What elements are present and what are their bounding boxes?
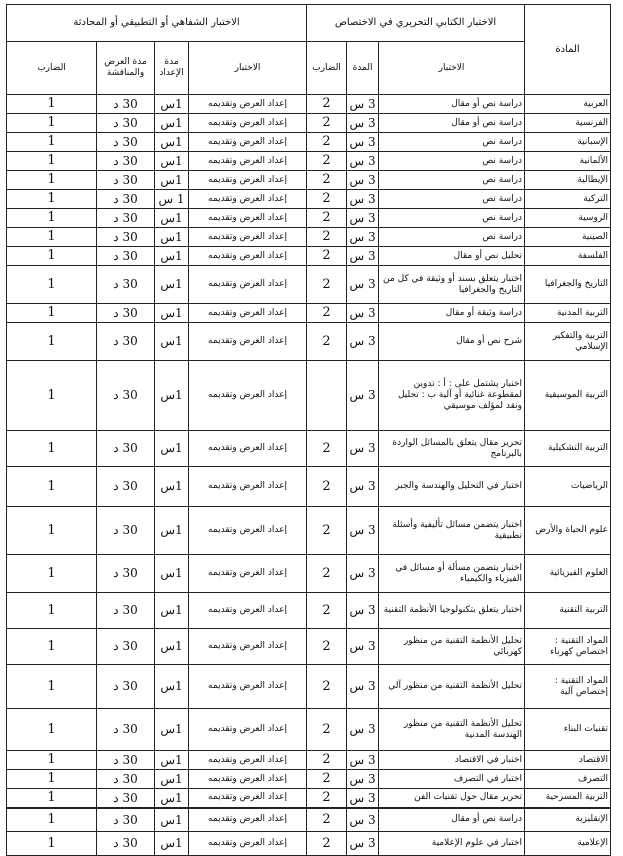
header-written-coef: الضارب xyxy=(307,42,347,95)
subject-cell: التربية التشكيلية xyxy=(525,431,611,467)
written-exam-cell: تحرير مقال حول تقنيات الفن xyxy=(379,789,525,808)
oral-exam-cell: إعداد العرض وتقديمه xyxy=(189,209,307,228)
written-exam-cell: دراسة نص أو مقال xyxy=(379,114,525,133)
oral-exam-cell: إعداد العرض وتقديمه xyxy=(189,832,307,856)
oral-presentation-cell: 30 د xyxy=(97,323,155,361)
oral-coef-cell: 1 xyxy=(7,431,97,467)
written-coef-cell: 2 xyxy=(307,832,347,856)
oral-presentation-cell: 30 د xyxy=(97,770,155,789)
oral-prep-cell: 1س xyxy=(155,507,189,555)
subject-cell: التربية المسرحية xyxy=(525,789,611,808)
written-coef-cell: 2 xyxy=(307,304,347,323)
written-exam-cell: دراسة نص xyxy=(379,190,525,209)
oral-presentation-cell: 30 د xyxy=(97,832,155,856)
table-row xyxy=(7,507,611,555)
table-row xyxy=(7,593,611,629)
written-duration-cell: 3 س xyxy=(347,467,379,507)
written-exam-cell: اختبار في التصرف xyxy=(379,770,525,789)
oral-presentation-cell: 30 د xyxy=(97,665,155,709)
oral-coef-cell: 1 xyxy=(7,751,97,770)
table-row xyxy=(7,629,611,665)
written-duration-cell: 3 س xyxy=(347,209,379,228)
written-exam-cell: اختبار في علوم الإعلامية xyxy=(379,832,525,856)
subject-cell: المواد التقنية : إختصاص آلية xyxy=(525,665,611,709)
oral-prep-cell: 1س xyxy=(155,770,189,789)
written-coef-cell: 2 xyxy=(307,190,347,209)
oral-exam-cell: إعداد العرض وتقديمه xyxy=(189,266,307,304)
oral-exam-cell: إعداد العرض وتقديمه xyxy=(189,507,307,555)
table-row xyxy=(7,133,611,152)
oral-presentation-cell: 30 د xyxy=(97,209,155,228)
table-row xyxy=(7,808,611,832)
subject-cell: الإنقليزية xyxy=(525,808,611,832)
oral-coef-cell: 1 xyxy=(7,266,97,304)
oral-coef-cell: 1 xyxy=(7,665,97,709)
oral-coef-cell: 1 xyxy=(7,467,97,507)
oral-prep-cell: 1س xyxy=(155,95,189,114)
written-duration-cell: 3 س xyxy=(347,709,379,751)
table-row xyxy=(7,190,611,209)
oral-presentation-cell: 30 د xyxy=(97,266,155,304)
oral-coef-cell: 1 xyxy=(7,832,97,856)
written-exam-cell: تحليل الأنظمة التقنية من منظور الهندسة المدنية xyxy=(379,709,525,751)
written-exam-cell: تحليل نص أو مقال xyxy=(379,247,525,266)
oral-presentation-cell: 30 د xyxy=(97,95,155,114)
oral-prep-cell: 1س xyxy=(155,709,189,751)
subject-cell: التركية xyxy=(525,190,611,209)
oral-presentation-cell: 30 د xyxy=(97,751,155,770)
subject-cell: الرياضيات xyxy=(525,467,611,507)
written-coef-cell: 2 xyxy=(307,507,347,555)
oral-exam-cell: إعداد العرض وتقديمه xyxy=(189,247,307,266)
written-duration-cell: 3 س xyxy=(347,789,379,808)
oral-presentation-cell: 30 د xyxy=(97,247,155,266)
table-row xyxy=(7,361,611,431)
written-exam-cell: شرح نص أو مقال xyxy=(379,323,525,361)
oral-exam-cell: إعداد العرض وتقديمه xyxy=(189,629,307,665)
oral-presentation-cell: 30 د xyxy=(97,593,155,629)
oral-exam-cell: إعداد العرض وتقديمه xyxy=(189,770,307,789)
written-duration-cell: 3 س xyxy=(347,133,379,152)
oral-exam-cell: إعداد العرض وتقديمه xyxy=(189,323,307,361)
written-duration-cell: 3 س xyxy=(347,431,379,467)
written-exam-cell: تحليل الأنظمة التقنية من منظور كهربائي xyxy=(379,629,525,665)
oral-presentation-cell: 30 د xyxy=(97,361,155,431)
oral-prep-cell: 1س xyxy=(155,361,189,431)
written-duration-cell: 3 س xyxy=(347,808,379,832)
exam-table-body xyxy=(7,95,611,856)
oral-coef-cell: 1 xyxy=(7,709,97,751)
written-coef-cell: 2 xyxy=(307,770,347,789)
written-duration-cell: 3 س xyxy=(347,95,379,114)
written-exam-cell: اختبار في الاقتصاد xyxy=(379,751,525,770)
table-row xyxy=(7,228,611,247)
written-coef-cell: 2 xyxy=(307,323,347,361)
oral-presentation-cell: 30 د xyxy=(97,629,155,665)
written-duration-cell: 3 س xyxy=(347,832,379,856)
table-row xyxy=(7,555,611,593)
header-written-exam: الاختبار xyxy=(379,42,525,95)
header-oral-prep: مدة الإعداد xyxy=(155,42,189,95)
oral-exam-cell: إعداد العرض وتقديمه xyxy=(189,665,307,709)
oral-exam-cell: إعداد العرض وتقديمه xyxy=(189,709,307,751)
oral-prep-cell: 1س xyxy=(155,832,189,856)
written-exam-cell: دراسة نص xyxy=(379,152,525,171)
oral-coef-cell: 1 xyxy=(7,770,97,789)
oral-exam-cell: إعداد العرض وتقديمه xyxy=(189,431,307,467)
subject-cell: التربية المدنية xyxy=(525,304,611,323)
table-row xyxy=(7,247,611,266)
oral-prep-cell: 1س xyxy=(155,171,189,190)
oral-prep-cell: 1س xyxy=(155,133,189,152)
written-duration-cell: 3 س xyxy=(347,629,379,665)
oral-presentation-cell: 30 د xyxy=(97,467,155,507)
oral-exam-cell: إعداد العرض وتقديمه xyxy=(189,361,307,431)
table-row xyxy=(7,665,611,709)
subject-cell: الإيطالية xyxy=(525,171,611,190)
table-row xyxy=(7,114,611,133)
oral-exam-cell: إعداد العرض وتقديمه xyxy=(189,114,307,133)
oral-exam-cell: إعداد العرض وتقديمه xyxy=(189,171,307,190)
oral-prep-cell: 1س xyxy=(155,555,189,593)
header-subject: المادة xyxy=(525,5,611,95)
oral-exam-cell: إعداد العرض وتقديمه xyxy=(189,789,307,808)
oral-coef-cell: 1 xyxy=(7,247,97,266)
header-oral-exam: الاختبار xyxy=(189,42,307,95)
header-oral-group: الاختبار الشفاهي أو التطبيقي أو المحادثة xyxy=(7,5,307,42)
written-coef-cell: 2 xyxy=(307,629,347,665)
written-coef-cell xyxy=(307,361,347,431)
written-coef-cell: 2 xyxy=(307,665,347,709)
written-duration-cell: 3 س xyxy=(347,361,379,431)
table-row xyxy=(7,152,611,171)
written-duration-cell: 3 س xyxy=(347,190,379,209)
written-exam-cell: دراسة نص أو مقال xyxy=(379,808,525,832)
subject-cell: الإعلامية xyxy=(525,832,611,856)
written-exam-cell: اختبار يتعلق بتكنولوجيا الأنظمة التقنية xyxy=(379,593,525,629)
oral-presentation-cell: 30 د xyxy=(97,133,155,152)
oral-presentation-cell: 30 د xyxy=(97,190,155,209)
header-written-duration: المدة xyxy=(347,42,379,95)
oral-exam-cell: إعداد العرض وتقديمه xyxy=(189,95,307,114)
written-exam-cell: دراسة نص xyxy=(379,171,525,190)
subject-cell: التربية الموسيقية xyxy=(525,361,611,431)
written-coef-cell: 2 xyxy=(307,431,347,467)
oral-coef-cell: 1 xyxy=(7,152,97,171)
oral-prep-cell: 1س xyxy=(155,467,189,507)
written-duration-cell: 3 س xyxy=(347,323,379,361)
written-exam-cell: اختبار يتعلق بسند أو وثيقة في كل من التاريخ والجغرافيا xyxy=(379,266,525,304)
subject-cell: الفرنسية xyxy=(525,114,611,133)
oral-coef-cell: 1 xyxy=(7,808,97,832)
written-duration-cell: 3 س xyxy=(347,770,379,789)
written-duration-cell: 3 س xyxy=(347,507,379,555)
oral-prep-cell: 1س xyxy=(155,228,189,247)
oral-exam-cell: إعداد العرض وتقديمه xyxy=(189,751,307,770)
subject-cell: علوم الحياة والأرض xyxy=(525,507,611,555)
subject-cell: التربية والتفكير الإسلامي xyxy=(525,323,611,361)
header-oral-presentation: مدة العرض والمناقشة xyxy=(97,42,155,95)
oral-exam-cell: إعداد العرض وتقديمه xyxy=(189,808,307,832)
written-exam-cell: دراسة وثيقة أو مقال xyxy=(379,304,525,323)
oral-coef-cell: 1 xyxy=(7,209,97,228)
oral-prep-cell: 1 س xyxy=(155,190,189,209)
subject-cell: تقنيات البناء xyxy=(525,709,611,751)
oral-exam-cell: إعداد العرض وتقديمه xyxy=(189,228,307,247)
oral-prep-cell: 1س xyxy=(155,808,189,832)
oral-exam-cell: إعداد العرض وتقديمه xyxy=(189,467,307,507)
oral-coef-cell: 1 xyxy=(7,629,97,665)
header-oral-coef: الضارب xyxy=(7,42,97,95)
written-exam-cell: اختبار يتضمن مسائل تأليفية وأسئلة تطبيقية xyxy=(379,507,525,555)
written-duration-cell: 3 س xyxy=(347,266,379,304)
table-row xyxy=(7,95,611,114)
written-duration-cell: 3 س xyxy=(347,114,379,133)
oral-prep-cell: 1س xyxy=(155,593,189,629)
oral-coef-cell: 1 xyxy=(7,114,97,133)
table-row xyxy=(7,789,611,808)
written-exam-cell: اختبار يشتمل على : أ : تدوين لمقطوعة غنائية أو آلية ب : تحليل ونقد لمؤلف موسيقي xyxy=(379,361,525,431)
oral-presentation-cell: 30 د xyxy=(97,431,155,467)
written-duration-cell: 3 س xyxy=(347,171,379,190)
oral-presentation-cell: 30 د xyxy=(97,808,155,832)
oral-presentation-cell: 30 د xyxy=(97,709,155,751)
oral-presentation-cell: 30 د xyxy=(97,228,155,247)
written-coef-cell: 2 xyxy=(307,709,347,751)
oral-prep-cell: 1س xyxy=(155,665,189,709)
written-coef-cell: 2 xyxy=(307,152,347,171)
written-exam-cell: دراسة نص xyxy=(379,209,525,228)
table-row xyxy=(7,467,611,507)
oral-presentation-cell: 30 د xyxy=(97,507,155,555)
oral-prep-cell: 1س xyxy=(155,152,189,171)
written-exam-cell: دراسة نص أو مقال xyxy=(379,95,525,114)
table-row xyxy=(7,832,611,856)
written-duration-cell: 3 س xyxy=(347,665,379,709)
table-row xyxy=(7,323,611,361)
oral-coef-cell: 1 xyxy=(7,323,97,361)
header-written-group: الاختبار الكتابي التحريري في الاختصاص xyxy=(307,5,525,42)
written-coef-cell: 2 xyxy=(307,171,347,190)
written-coef-cell: 2 xyxy=(307,133,347,152)
table-row xyxy=(7,770,611,789)
oral-coef-cell: 1 xyxy=(7,593,97,629)
written-coef-cell: 2 xyxy=(307,266,347,304)
oral-presentation-cell: 30 د xyxy=(97,304,155,323)
written-duration-cell: 3 س xyxy=(347,555,379,593)
subject-cell: العربية xyxy=(525,95,611,114)
oral-prep-cell: 1س xyxy=(155,751,189,770)
written-coef-cell: 2 xyxy=(307,247,347,266)
oral-prep-cell: 1س xyxy=(155,304,189,323)
oral-prep-cell: 1س xyxy=(155,789,189,808)
written-coef-cell: 2 xyxy=(307,467,347,507)
written-exam-cell: دراسة نص xyxy=(379,228,525,247)
written-duration-cell: 3 س xyxy=(347,152,379,171)
oral-prep-cell: 1س xyxy=(155,209,189,228)
oral-coef-cell: 1 xyxy=(7,190,97,209)
written-coef-cell: 2 xyxy=(307,228,347,247)
written-coef-cell: 2 xyxy=(307,555,347,593)
oral-exam-cell: إعداد العرض وتقديمه xyxy=(189,133,307,152)
oral-coef-cell: 1 xyxy=(7,361,97,431)
subject-cell: العلوم الفيزيائية xyxy=(525,555,611,593)
oral-coef-cell: 1 xyxy=(7,789,97,808)
oral-coef-cell: 1 xyxy=(7,171,97,190)
written-duration-cell: 3 س xyxy=(347,751,379,770)
table-row xyxy=(7,266,611,304)
written-duration-cell: 3 س xyxy=(347,247,379,266)
oral-coef-cell: 1 xyxy=(7,304,97,323)
oral-coef-cell: 1 xyxy=(7,507,97,555)
written-exam-cell: اختبار في التحليل والهندسة والجبر xyxy=(379,467,525,507)
oral-prep-cell: 1س xyxy=(155,114,189,133)
oral-exam-cell: إعداد العرض وتقديمه xyxy=(189,593,307,629)
table-row xyxy=(7,709,611,751)
written-coef-cell: 2 xyxy=(307,593,347,629)
oral-presentation-cell: 30 د xyxy=(97,789,155,808)
subject-cell: الفلسفة xyxy=(525,247,611,266)
oral-prep-cell: 1س xyxy=(155,629,189,665)
written-coef-cell: 2 xyxy=(307,808,347,832)
oral-exam-cell: إعداد العرض وتقديمه xyxy=(189,190,307,209)
oral-prep-cell: 1س xyxy=(155,266,189,304)
subject-cell: التربية التقنية xyxy=(525,593,611,629)
subject-cell: التصرف xyxy=(525,770,611,789)
written-exam-cell: اختبار يتضمن مسألة أو مسائل في الفيزياء والكيمياء xyxy=(379,555,525,593)
written-exam-cell: دراسة نص xyxy=(379,133,525,152)
subject-cell: المواد التقنية : اختصاص كهرباء xyxy=(525,629,611,665)
subject-cell: الصينية xyxy=(525,228,611,247)
oral-coef-cell: 1 xyxy=(7,95,97,114)
written-coef-cell: 2 xyxy=(307,209,347,228)
oral-exam-cell: إعداد العرض وتقديمه xyxy=(189,555,307,593)
written-coef-cell: 2 xyxy=(307,114,347,133)
subject-cell: الاقتصاد xyxy=(525,751,611,770)
oral-exam-cell: إعداد العرض وتقديمه xyxy=(189,152,307,171)
subject-cell: الإسبانية xyxy=(525,133,611,152)
oral-prep-cell: 1س xyxy=(155,323,189,361)
oral-presentation-cell: 30 د xyxy=(97,171,155,190)
oral-coef-cell: 1 xyxy=(7,133,97,152)
written-duration-cell: 3 س xyxy=(347,304,379,323)
subject-cell: الروسية xyxy=(525,209,611,228)
written-coef-cell: 2 xyxy=(307,751,347,770)
written-duration-cell: 3 س xyxy=(347,228,379,247)
table-row xyxy=(7,751,611,770)
oral-presentation-cell: 30 د xyxy=(97,114,155,133)
exam-table xyxy=(6,4,611,856)
subject-cell: الألمانية xyxy=(525,152,611,171)
oral-coef-cell: 1 xyxy=(7,555,97,593)
written-duration-cell: 3 س xyxy=(347,593,379,629)
table-row xyxy=(7,431,611,467)
oral-coef-cell: 1 xyxy=(7,228,97,247)
oral-presentation-cell: 30 د xyxy=(97,555,155,593)
written-exam-cell: تحرير مقال يتعلق بالمسائل الواردة بالبرنامج xyxy=(379,431,525,467)
table-row xyxy=(7,304,611,323)
subject-cell: التاريخ والجغرافيا xyxy=(525,266,611,304)
table-row xyxy=(7,209,611,228)
table-row xyxy=(7,171,611,190)
written-coef-cell: 2 xyxy=(307,789,347,808)
oral-exam-cell: إعداد العرض وتقديمه xyxy=(189,304,307,323)
oral-prep-cell: 1س xyxy=(155,431,189,467)
oral-presentation-cell: 30 د xyxy=(97,152,155,171)
written-coef-cell: 2 xyxy=(307,95,347,114)
written-exam-cell: تحليل الأنظمة التقنية من منظور آلي xyxy=(379,665,525,709)
oral-prep-cell: 1س xyxy=(155,247,189,266)
